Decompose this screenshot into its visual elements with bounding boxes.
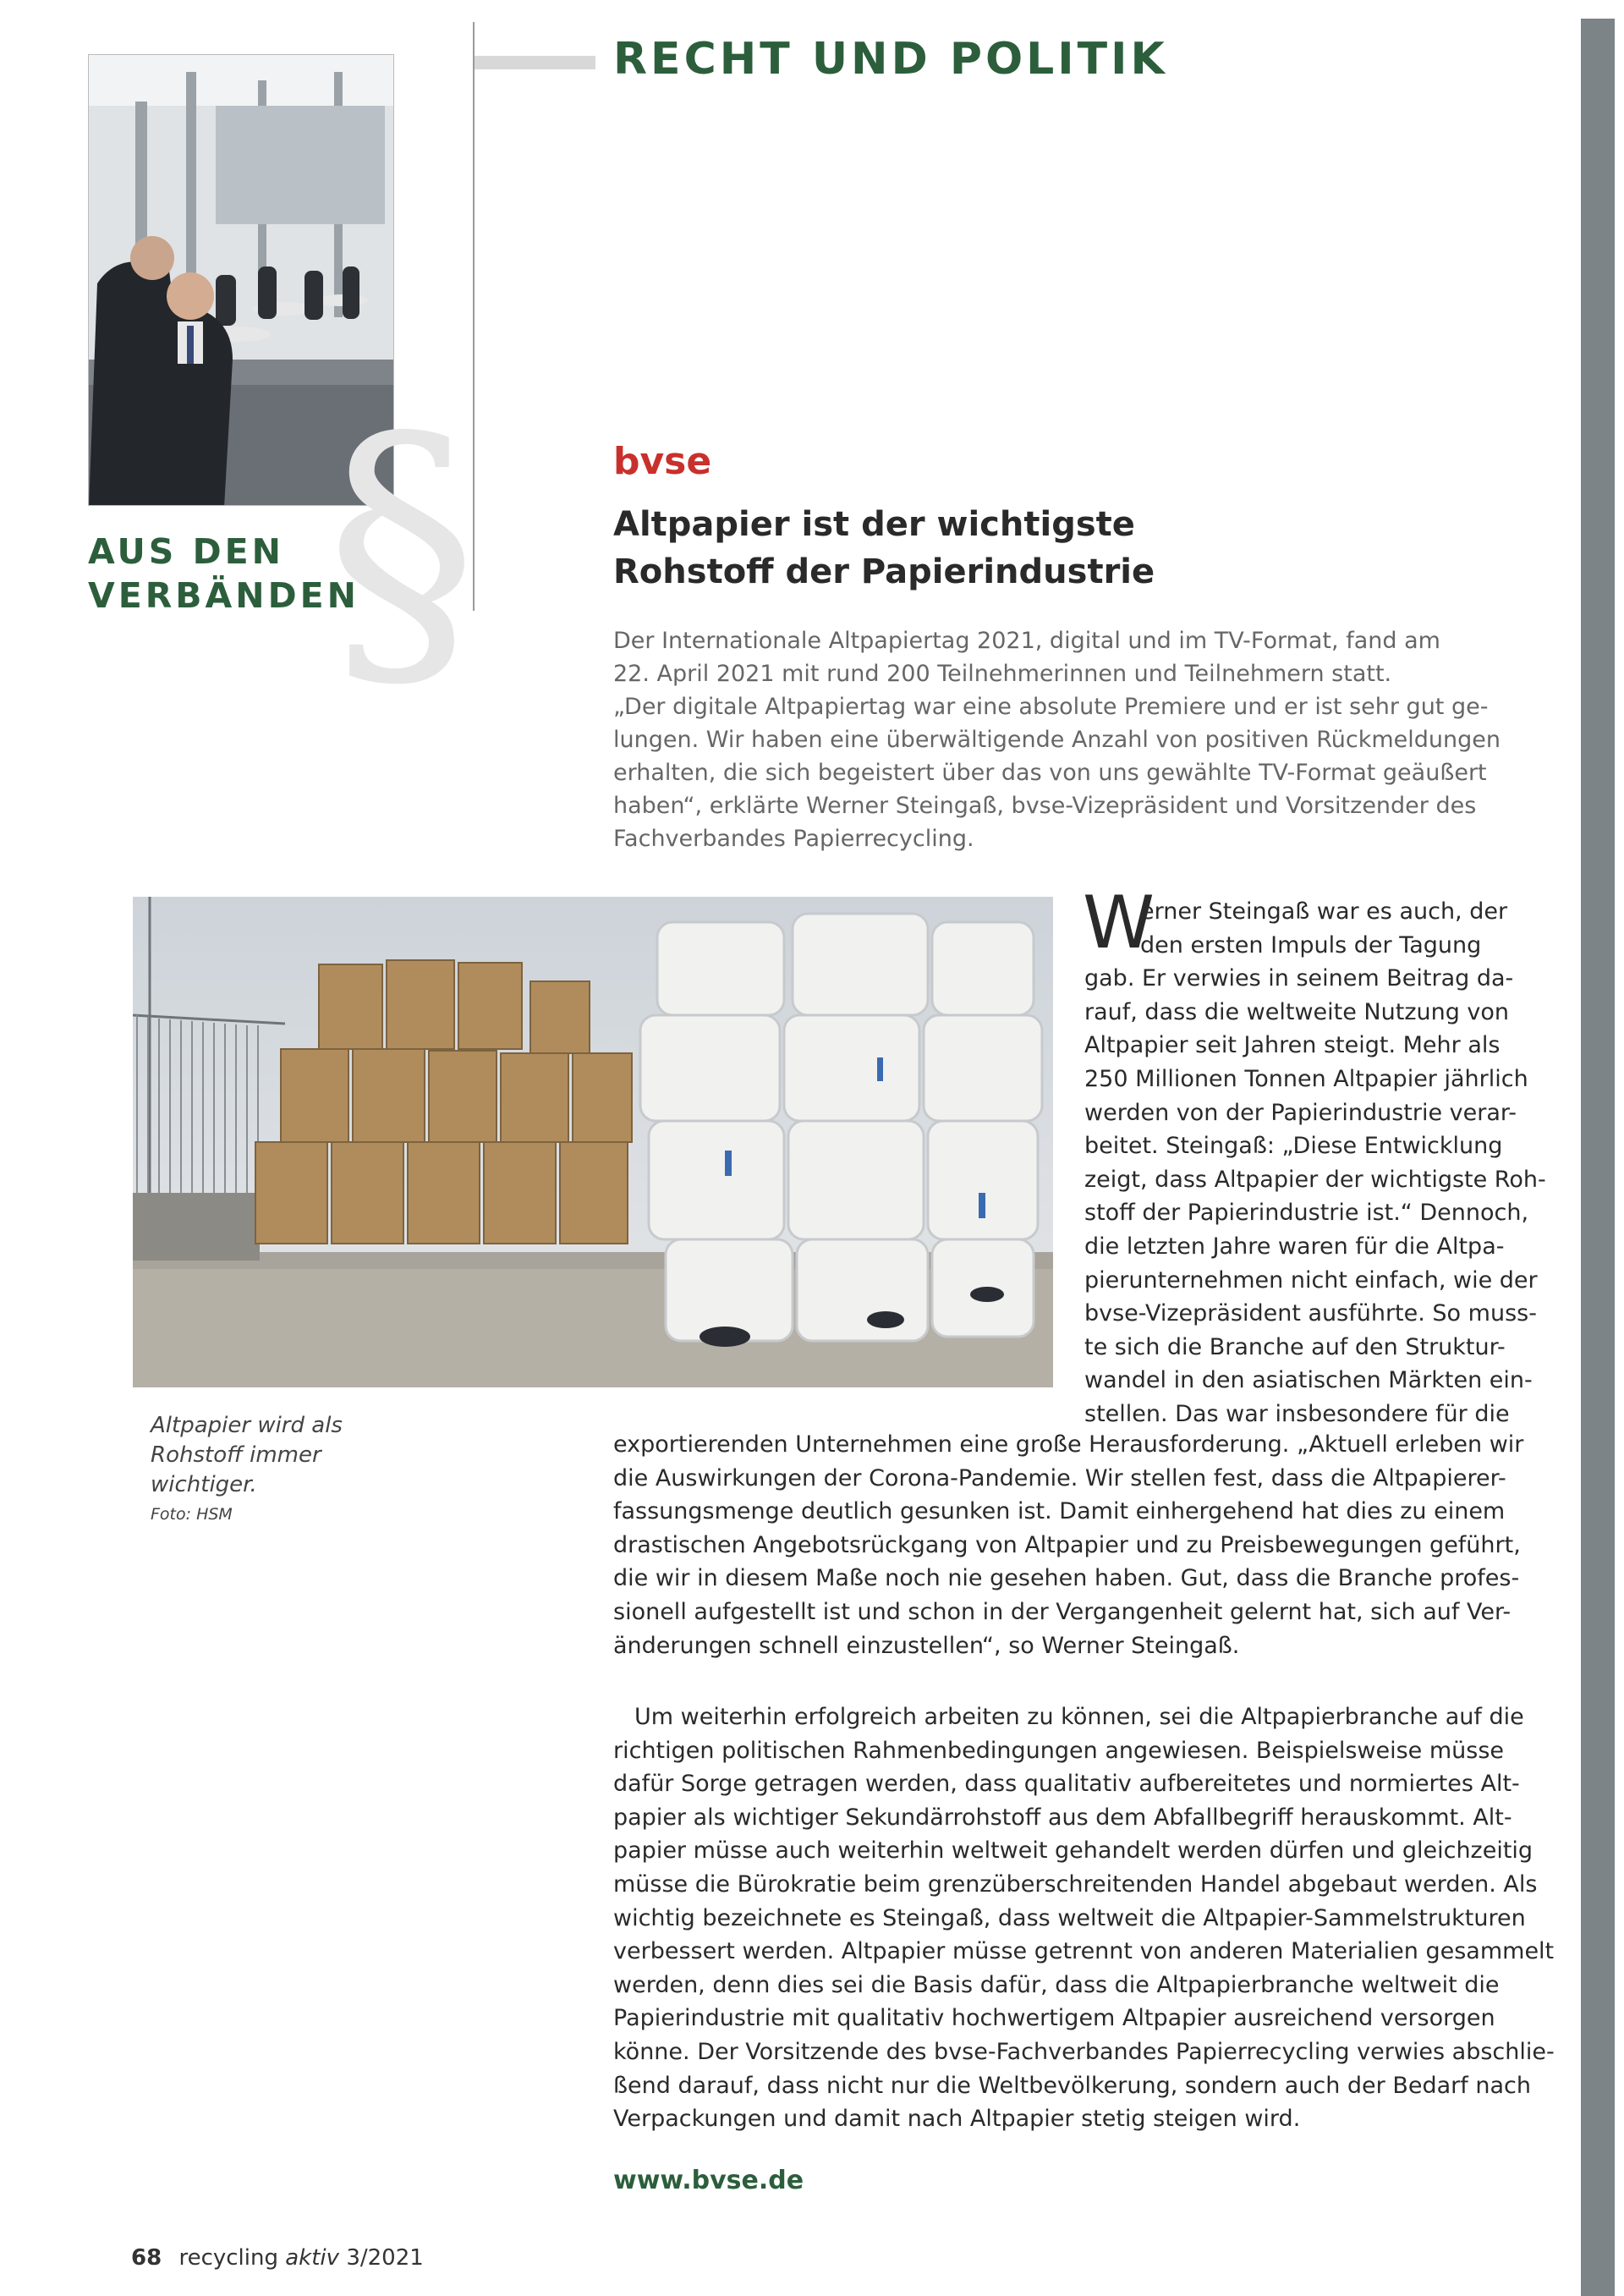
- body-line: könne. Der Vorsitzende des bvse-Fachverbandes Papierrecycling verwies abschlie-: [613, 2038, 1555, 2065]
- narrow-body-column: [1084, 895, 1546, 1431]
- photo-caption: [151, 1411, 343, 1530]
- body-line: sionell aufgestellt ist und schon in der Vergangenheit gelernt hat, sich auf Ver-: [613, 1598, 1512, 1625]
- paper-bales-photo: [133, 897, 1053, 1387]
- lead-line: Fachverbandes Papierrecycling.: [613, 826, 974, 852]
- body-line: drastischen Angebotsrückgang von Altpapier und zu Preisbewegungen geführt,: [613, 1531, 1521, 1558]
- bvse-website-link[interactable]: www.bvse.de: [613, 2166, 804, 2195]
- body-line: bvse-Vizepräsident ausführte. So muss-: [1084, 1300, 1537, 1327]
- body-line: ßend darauf, dass nicht nur die Weltbevölkerung, sondern auch der Bedarf nach: [613, 2072, 1531, 2099]
- paragraph-symbol: §: [326, 372, 478, 727]
- lead-line: erhalten, die sich begeistert über das von uns gewählte TV-Format geäußert: [613, 760, 1487, 786]
- page-footer: [131, 2245, 424, 2271]
- body-line: 250 Millionen Tonnen Altpapier jährlich: [1084, 1065, 1528, 1092]
- caption-line: Altpapier wird als: [151, 1413, 343, 1438]
- body-line: werden, denn dies sei die Basis dafür, dass die Altpapierbranche weltweit die: [613, 1971, 1500, 1998]
- lead-line: lungen. Wir haben eine überwältigende Anzahl von positiven Rückmeldungen: [613, 727, 1501, 753]
- photo-credit: Foto: HSM: [151, 1505, 233, 1524]
- body-line: te sich die Branche auf den Struktur-: [1084, 1333, 1506, 1360]
- sidebar-label-line-1: AUS DEN: [88, 531, 284, 572]
- body-line: richtigen politischen Rahmenbedingungen angewiesen. Beispielsweise müsse: [613, 1737, 1505, 1764]
- body-line: die letzten Jahre waren für die Altpa-: [1084, 1233, 1505, 1260]
- drop-cap: W: [1083, 881, 1155, 965]
- body-line: gab. Er verwies in seinem Beitrag da-: [1084, 965, 1514, 992]
- body-line: die Auswirkungen der Corona-Pandemie. Wir stellen fest, dass die Altpapierer-: [613, 1464, 1506, 1491]
- magazine-issue: 3/2021: [346, 2245, 424, 2271]
- page-number: 68: [131, 2245, 162, 2271]
- paper-bales-art: [133, 897, 1053, 1387]
- magazine-name-italic: aktiv: [285, 2245, 340, 2271]
- article-headline: [613, 501, 1544, 596]
- caption-line: Rohstoff immer: [151, 1442, 321, 1468]
- lead-line: 22. April 2021 mit rund 200 Teilnehmerinnen und Teilnehmern statt.: [613, 661, 1392, 687]
- body-line: papier müsse auch weiterhin weltweit gehandelt werden dürfen und gleichzeitig: [613, 1837, 1533, 1865]
- body-line: Altpapier seit Jahren steigt. Mehr als: [1084, 1032, 1501, 1059]
- headline-line: Altpapier ist der wichtigste: [613, 505, 1135, 544]
- body-line: werden von der Papierindustrie verar-: [1084, 1099, 1517, 1126]
- body-line: papier als wichtiger Sekundärrohstoff aus dem Abfallbegriff herauskommt. Alt-: [613, 1804, 1512, 1831]
- wide-body-column: [613, 1428, 1535, 1662]
- body-line: änderungen schnell einzustellen“, so Werner Steingaß.: [613, 1632, 1240, 1659]
- page-edge-bar: [1581, 19, 1615, 2296]
- caption-line: [151, 1470, 343, 1530]
- body-line: zeigt, dass Altpapier der wichtigste Roh-: [1084, 1166, 1546, 1193]
- sidebar-label-line-2: VERBÄNDEN: [88, 575, 359, 616]
- body-line: Um weiterhin erfolgreich arbeiten zu können, sei die Altpapierbranche auf die: [634, 1704, 1524, 1730]
- body-line: wandel in den asiatischen Märkten ein-: [1084, 1367, 1533, 1394]
- section-title: RECHT UND POLITIK: [613, 34, 1168, 85]
- body-line: Papierindustrie mit qualitativ hochwertigem Altpapier ausreichend versorgen: [613, 2005, 1495, 2032]
- second-paragraph: [613, 1700, 1555, 2136]
- body-line: fassungsmenge deutlich gesunken ist. Damit einhergehend hat dies zu einem: [613, 1498, 1506, 1525]
- body-line: rauf, dass die weltweite Nutzung von: [1084, 998, 1510, 1025]
- sidebar-label: [88, 530, 359, 618]
- lead-line: „Der digitale Altpapiertag war eine absolute Premiere und er ist sehr gut ge-: [613, 694, 1489, 720]
- body-line: Verpackungen und damit nach Altpapier stetig steigen wird.: [613, 2106, 1301, 2133]
- lead-line: haben“, erklärte Werner Steingaß, bvse-Vizepräsident und Vorsitzender des: [613, 793, 1477, 819]
- article-kicker: bvse: [613, 440, 712, 483]
- body-line: pierunternehmen nicht einfach, wie der: [1084, 1266, 1538, 1294]
- title-rule: [475, 56, 595, 69]
- body-line: den ersten Impuls der Tagung: [1140, 931, 1482, 958]
- body-line: wichtig bezeichnete es Steingaß, dass weltweit die Altpapier-Sammelstrukturen: [613, 1904, 1526, 1931]
- body-line: stellen. Das war insbesondere für die: [1084, 1400, 1510, 1427]
- body-line: verbessert werden. Altpapier müsse getrennt von anderen Materialien gesammelt: [613, 1938, 1555, 1965]
- body-line: erner Steingaß war es auch, der: [1140, 898, 1508, 925]
- lead-line: Der Internationale Altpapiertag 2021, digital und im TV-Format, fand am: [613, 628, 1440, 654]
- body-line: exportierenden Unternehmen eine große Herausforderung. „Aktuell erleben wir: [613, 1431, 1524, 1458]
- article-lead: [613, 624, 1510, 855]
- magazine-name: recycling: [178, 2245, 278, 2271]
- body-line: dafür Sorge getragen werden, dass qualitativ aufbereitetes und normiertes Alt-: [613, 1771, 1520, 1798]
- headline-line: Rohstoff der Papierindustrie: [613, 552, 1155, 591]
- caption-line-text: wichtiger.: [151, 1472, 257, 1497]
- body-line: müsse die Bürokratie beim grenzüberschreitenden Handel abgebaut werden. Als: [613, 1870, 1538, 1898]
- body-line: die wir in diesem Maße noch nie gesehen haben. Gut, dass die Branche profes-: [613, 1565, 1520, 1592]
- body-line: stoff der Papierindustrie ist.“ Dennoch,: [1084, 1200, 1529, 1227]
- body-line: beitet. Steingaß: „Diese Entwicklung: [1084, 1133, 1503, 1160]
